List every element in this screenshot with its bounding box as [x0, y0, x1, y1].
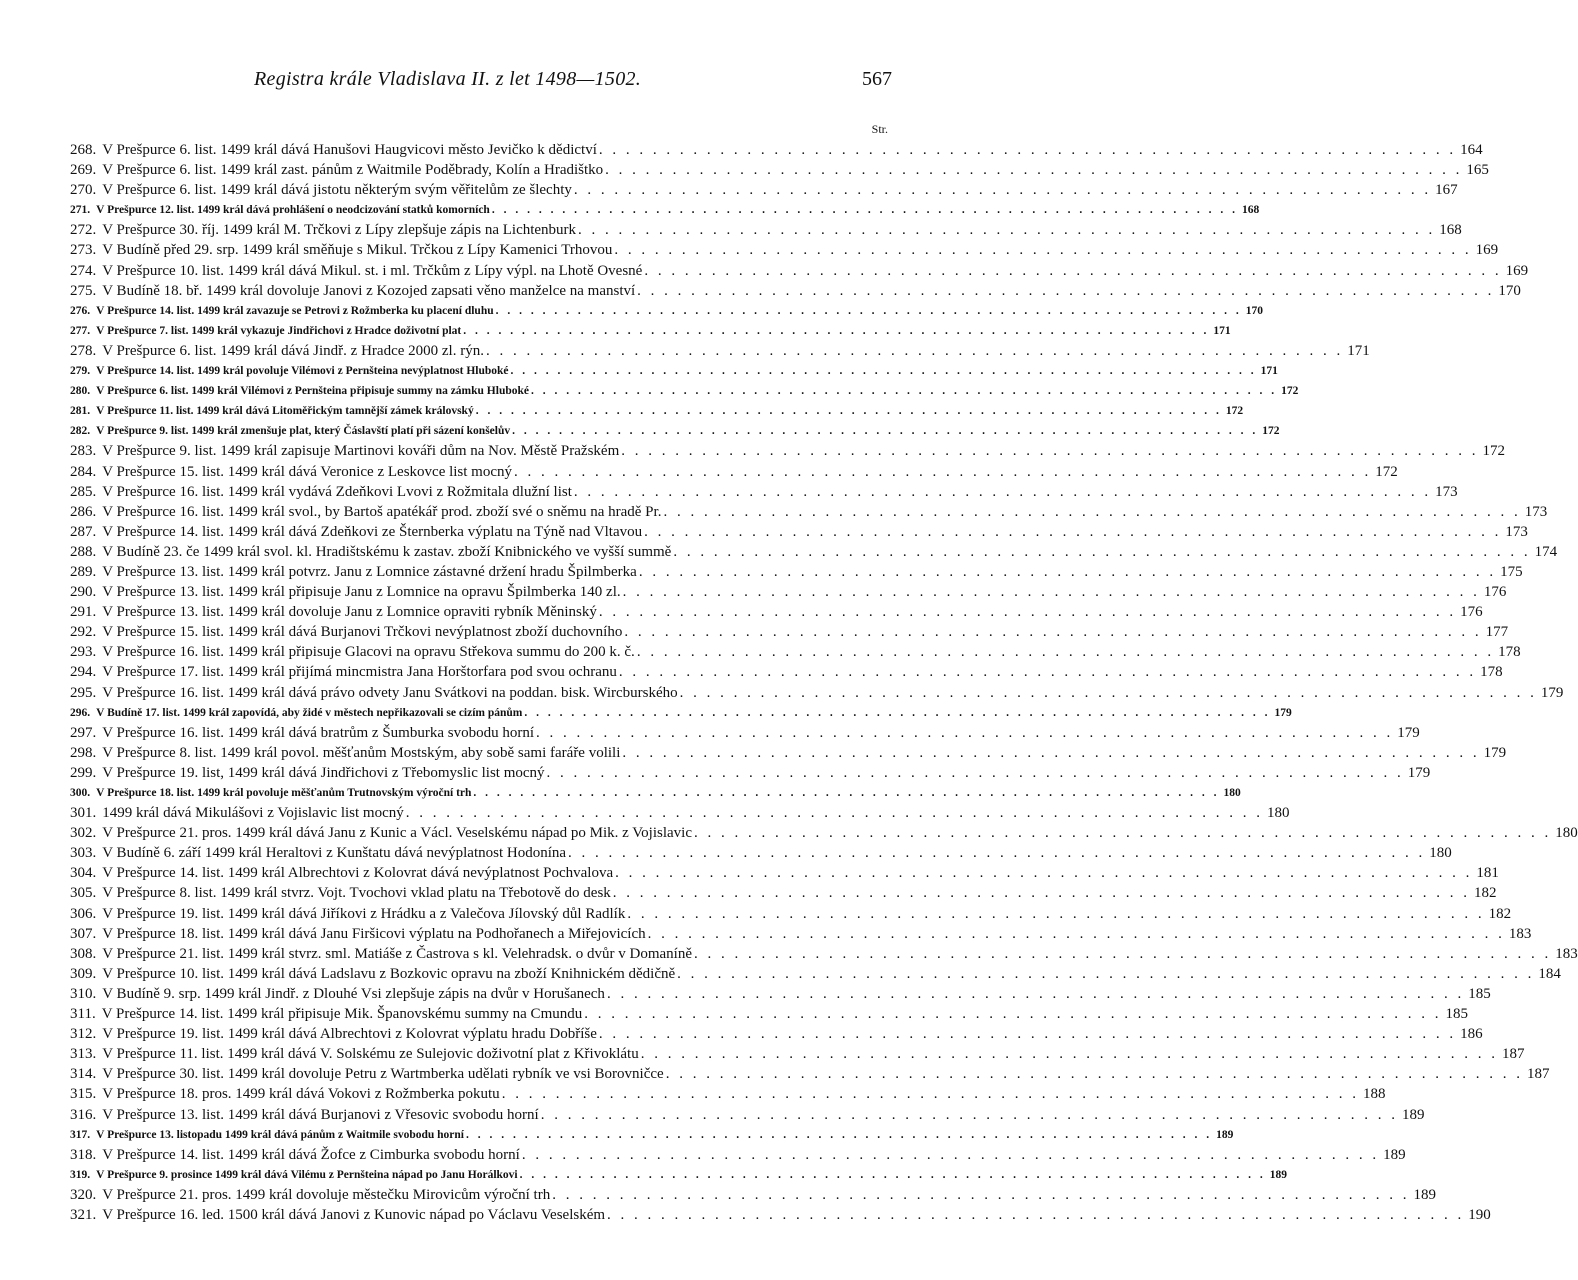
entry-text: V Prešpurce 12. list. 1499 král dává prohlášení o neodcizování statků komorních	[96, 204, 490, 217]
entry-number: 297.	[70, 724, 97, 741]
list-item	[70, 160, 1489, 180]
list-item	[70, 1125, 1234, 1145]
list-item	[70, 421, 1280, 441]
leader-dots	[637, 562, 1498, 582]
entry-number: 298.	[70, 744, 97, 761]
entry-text: V Prešpurce 6. list. 1499 král dává Hanušovi Haugvicovi město Jevičko k dědictví	[102, 142, 597, 158]
leader-dots	[642, 522, 1503, 542]
list-item	[70, 341, 1370, 361]
entry-number: 284.	[70, 463, 97, 480]
list-item	[70, 944, 1578, 964]
entry-number: 320.	[70, 1186, 97, 1203]
list-item	[70, 361, 1278, 381]
entry-text: 1499 král dává Mikulášovi z Vojislavic list mocný	[102, 805, 404, 822]
leader-dots	[520, 1145, 1381, 1165]
list-item	[70, 582, 1507, 602]
running-head: Registra krále Vladislava II. z let 1498—1502.	[254, 68, 642, 90]
leader-dots	[646, 924, 1507, 944]
leader-dots	[500, 1084, 1361, 1104]
entry-number: 315.	[70, 1086, 97, 1103]
entry-text: V Prešpurce 6. list. 1499 král zast. pánům z Waitmile Poděbrady, Kolín a Hradištko	[102, 162, 604, 179]
leader-dots	[490, 200, 1240, 220]
leader-dots	[617, 662, 1478, 682]
entry-text: V Prešpurce 14. list. 1499 král zavazuje se Petrovi z Rožmberka ku placení dluhu	[96, 304, 494, 317]
entry-text: V Prešpurce 16. list. 1499 král dává bratrům z Šumburka svobodu horní	[102, 724, 534, 741]
entry-text: V Prešpurce 18. pros. 1499 král dává Vokovi z Rožmberka pokutu	[102, 1086, 500, 1103]
entry-page: 173	[1505, 523, 1528, 540]
leader-dots	[404, 803, 1265, 823]
entry-text: V Prešpurce 21. list. 1499 král stvrz. sml. Matiáše z Častrova s kl. Velehradsk. o dvůr v Domaníně	[102, 945, 693, 962]
list-item	[70, 281, 1521, 301]
entry-number: 291.	[70, 604, 97, 621]
entry-number: 319.	[70, 1168, 91, 1181]
leader-dots	[661, 502, 1522, 522]
leader-dots	[625, 904, 1486, 924]
leader-dots	[572, 482, 1433, 502]
leader-dots	[692, 944, 1553, 964]
entry-text: V Prešpurce 19. list. 1499 král dává Albrechtovi z Kolovrat výplatu hradu Dobříše	[102, 1026, 597, 1043]
entry-text: V Prešpurce 13. list. 1499 král dává Burjanovi z Vřesovic svobodu horní	[102, 1106, 539, 1123]
entry-text: V Prešpurce 17. list. 1499 král přijímá mincmistra Jana Horštorfara pod svou ochranu	[102, 664, 617, 681]
entry-text: V Prešpurce 7. list. 1499 král vykazuje Jindřichovi z Hradce doživotní plat	[96, 324, 462, 337]
entry-page: 188	[1362, 1086, 1386, 1103]
entry-number: 289.	[70, 563, 97, 580]
leader-dots	[539, 1105, 1400, 1125]
entry-text: V Budíně 18. bř. 1499 král dovoluje Janovi z Kozojed zapsati věno manželce na manství	[102, 282, 636, 299]
entry-number: 296.	[70, 706, 91, 719]
list-item	[70, 622, 1509, 642]
leader-dots	[611, 883, 1472, 903]
leader-dots	[484, 341, 1345, 361]
entry-text: V Prešpurce 21. pros. 1499 král dává Janu z Kunic a Václ. Veselskému nápad po Mik. z Vojislavic	[102, 825, 692, 842]
leader-dots	[545, 763, 1406, 783]
entry-number: 311.	[70, 1006, 96, 1023]
entry-page: 172	[1375, 463, 1398, 480]
list-item	[70, 502, 1548, 522]
entry-number: 271.	[70, 204, 91, 217]
entry-text: V Prešpurce 19. list, 1499 král dává Jindřichovi z Třebomyslic list mocný	[102, 764, 545, 781]
entry-number: 290.	[70, 584, 97, 601]
entry-number: 275.	[70, 282, 97, 299]
list-item	[70, 240, 1499, 260]
list-item	[70, 723, 1420, 743]
entry-number: 321.	[70, 1206, 97, 1223]
list-item	[70, 1064, 1550, 1084]
entry-number: 318.	[70, 1146, 97, 1163]
entry-number: 312.	[70, 1026, 97, 1043]
entry-text: V Prešpurce 16. list. 1499 král vydává Zdeňkovi Lvovi z Rožmitala dlužní list	[102, 483, 572, 500]
entry-page: 182	[1474, 885, 1497, 902]
entry-text: V Prešpurce 13. list. 1499 král připisuje Janu z Lomnice na opravu Špilmberka 140 zl.	[102, 584, 621, 601]
list-item	[70, 200, 1260, 220]
entry-page: 189	[1413, 1186, 1436, 1203]
entry-page: 176	[1460, 604, 1483, 621]
entry-number: 288.	[70, 543, 97, 560]
entry-text: V Prešpurce 14. list. 1499 král povoluje Vilémovi z Pernšteina nevýplatnost Hluboké	[96, 365, 509, 378]
leader-dots	[471, 783, 1221, 803]
entry-text: V Prešpurce 14. list. 1499 král připisuje Mik. Španovskému summy na Cmundu	[101, 1006, 583, 1023]
list-item	[70, 401, 1244, 421]
list-item	[70, 1084, 1386, 1104]
list-item	[70, 803, 1290, 823]
leader-dots	[692, 823, 1553, 843]
entry-number: 282.	[70, 425, 91, 438]
entry-page: 168	[1241, 204, 1260, 217]
entry-text: V Prešpurce 21. pros. 1499 král dovoluje městečku Mirovicům výroční trh	[102, 1186, 551, 1203]
entry-number: 300.	[70, 787, 91, 799]
entry-page: 164	[1460, 142, 1483, 158]
entry-text: V Prešpurce 11. list. 1499 král dává V. Solskému ze Sulejovic doživotní plat z Křivoklátu	[102, 1046, 639, 1063]
leader-dots	[621, 582, 1482, 602]
leader-dots	[620, 743, 1481, 763]
entry-number: 280.	[70, 385, 91, 398]
entry-page: 172	[1482, 443, 1505, 460]
entry-page: 187	[1501, 1046, 1525, 1063]
list-item	[70, 1185, 1436, 1205]
entry-number: 286.	[70, 503, 97, 520]
leader-dots	[597, 140, 1458, 160]
entry-number: 292.	[70, 624, 97, 641]
entry-page: 189	[1269, 1168, 1287, 1181]
entry-page: 176	[1483, 584, 1507, 601]
entry-page: 169	[1475, 242, 1499, 259]
entry-text: V Prešpurce 18. list. 1499 král povoluje měšťanům Trutnovským výroční trh	[96, 787, 472, 799]
entry-text: V Prešpurce 13. list. 1499 král dovoluje Janu z Lomnice opraviti rybník Měninský	[102, 604, 597, 621]
list-item	[70, 321, 1231, 341]
list-item	[70, 783, 1241, 803]
entry-number: 287.	[70, 523, 97, 540]
entry-page: 186	[1460, 1026, 1483, 1043]
entry-page: 180	[1555, 825, 1578, 842]
list-item	[70, 843, 1452, 863]
list-item	[70, 1165, 1287, 1185]
list-item	[70, 562, 1523, 582]
leader-dots	[474, 401, 1224, 421]
leader-dots	[664, 1064, 1525, 1084]
entry-number: 313.	[70, 1046, 97, 1063]
entry-text: V Prešpurce 6. list. 1499 král dává jistotu některým svým věřitelům ze šlechty	[102, 182, 572, 199]
entry-number: 309.	[70, 965, 97, 982]
entry-page: 172	[1281, 385, 1299, 398]
list-item	[70, 883, 1497, 903]
entry-page: 180	[1223, 787, 1241, 799]
entry-number: 281.	[70, 405, 91, 418]
entry-page: 167	[1435, 182, 1458, 199]
entry-text: V Budíně před 29. srp. 1499 král směňuje s Mikul. Trčkou z Lípy Kamenici Trhovou	[102, 242, 613, 259]
list-item	[70, 743, 1507, 763]
leader-dots	[566, 843, 1427, 863]
leader-dots	[597, 1024, 1458, 1044]
entry-text: V Prešpurce 9. list. 1499 král zapisuje Martinovi kováři dům na Nov. Městě Pražském	[102, 443, 620, 460]
entry-page: 171	[1347, 342, 1370, 359]
entry-text: V Prešpurce 13. listopadu 1499 král dává pánům z Waitmile svobodu horní	[96, 1128, 464, 1141]
entry-text: V Budíně 6. září 1499 král Heraltovi z Kunštatu dává nevýplatnost Hodonína	[102, 845, 567, 862]
entry-page: 175	[1500, 563, 1523, 580]
entry-number: 294.	[70, 664, 97, 681]
entry-number: 302.	[70, 825, 97, 842]
list-item	[70, 261, 1529, 281]
leader-dots	[461, 321, 1211, 341]
list-item	[70, 1004, 1468, 1024]
list-item	[70, 482, 1458, 502]
list-item	[70, 1044, 1525, 1064]
list-item	[70, 441, 1505, 461]
entry-number: 276.	[70, 304, 91, 317]
entry-text: V Prešpurce 8. list. 1499 král stvrz. Vojt. Tvochovi vklad platu na Třebotově do desk	[102, 885, 611, 902]
list-item	[70, 1205, 1491, 1225]
list-item	[70, 823, 1578, 843]
entry-number: 279.	[70, 365, 91, 378]
leader-dots	[675, 964, 1536, 984]
entry-page: 180	[1267, 805, 1290, 822]
entry-text: V Prešpurce 6. list. 1499 král Vilémovi z Pernšteina připisuje summy na zámku Hluboké	[96, 385, 529, 398]
entry-page: 182	[1488, 905, 1512, 922]
entry-page: 173	[1524, 503, 1548, 520]
list-item	[70, 662, 1503, 682]
entry-page: 165	[1466, 162, 1489, 179]
leader-dots	[510, 421, 1260, 441]
entry-page: 189	[1216, 1128, 1234, 1141]
entry-text: V Prešpurce 16. list. 1499 král připisuje Glacovi na opravu Střekova summu do 200 k. č.	[102, 644, 635, 661]
entry-page: 185	[1445, 1006, 1468, 1023]
leader-dots	[642, 261, 1503, 281]
leader-dots	[605, 984, 1466, 1004]
entry-page: 187	[1526, 1066, 1550, 1083]
entry-text: V Prešpurce 30. list. 1499 král dovoluje Petru z Wartmberka udělati rybník ve vsi Borovničce	[102, 1066, 664, 1083]
entry-text: V Prešpurce 15. list. 1499 král dává Burjanovi Trčkovi nevýplatnost zboží duchovního	[102, 624, 623, 641]
list-item	[70, 924, 1532, 944]
list-item	[70, 462, 1398, 482]
entry-page: 170	[1245, 304, 1263, 317]
entry-number: 308.	[70, 945, 97, 962]
entry-number: 269.	[70, 162, 97, 179]
page-column-label: Str.	[871, 122, 888, 136]
entry-text: V Prešpurce 19. list. 1499 král dává Jiříkovi z Hrádku a z Valečova Jílovský důl Radlík	[102, 905, 626, 922]
list-item	[70, 964, 1561, 984]
entry-page: 189	[1401, 1106, 1425, 1123]
entry-number: 299.	[70, 764, 97, 781]
leader-dots	[605, 1205, 1466, 1225]
list-item	[70, 522, 1528, 542]
entry-page: 170	[1498, 282, 1521, 299]
leader-dots	[509, 361, 1259, 381]
entry-page: 179	[1397, 724, 1420, 741]
entry-text: V Prešpurce 14. list. 1499 král dává Zdeňkovi ze Šternberka výplatu na Týně nad Vltavou	[102, 523, 643, 540]
list-item	[70, 140, 1483, 160]
entry-text: V Prešpurce 6. list. 1499 král dává Jindř. z Hradce 2000 zl. rýn.	[102, 342, 484, 359]
leader-dots	[572, 180, 1433, 200]
leader-dots	[534, 723, 1395, 743]
entry-text: V Budíně 17. list. 1499 král zapovídá, aby židé v městech nepřikazovali se cizím pánům	[96, 706, 523, 719]
entry-page: 180	[1429, 845, 1452, 862]
entry-text: V Prešpurce 18. list. 1499 král dává Janu Firšicovi výplatu na Podhořanech a Miřejovicích	[102, 925, 646, 942]
list-item	[70, 381, 1299, 401]
leader-dots	[639, 1044, 1500, 1064]
leader-dots	[550, 1185, 1411, 1205]
list-item	[70, 703, 1292, 723]
entry-page: 178	[1498, 644, 1521, 661]
list-item	[70, 301, 1263, 321]
entry-page: 183	[1508, 925, 1532, 942]
page-number: 567	[862, 68, 892, 90]
list-item	[70, 763, 1431, 783]
entry-page: 169	[1505, 262, 1529, 279]
entry-text: V Prešpurce 15. list. 1499 král dává Veronice z Leskovce list mocný	[102, 463, 513, 480]
entry-page: 189	[1383, 1146, 1406, 1163]
leader-dots	[576, 220, 1437, 240]
entry-text: V Prešpurce 9. prosince 1499 král dává Vilému z Pernšteina nápad po Janu Horálkovi	[96, 1168, 518, 1181]
list-item	[70, 542, 1558, 562]
entry-number: 277.	[70, 324, 91, 337]
leader-dots	[522, 703, 1272, 723]
entry-page: 171	[1260, 365, 1278, 378]
entry-text: V Prešpurce 16. list. 1499 král dává právo odvety Janu Svátkovi na poddan. bisk. Wircburského	[102, 684, 678, 701]
entry-number: 268.	[70, 142, 97, 158]
entry-number: 314.	[70, 1066, 97, 1083]
entry-page: 181	[1476, 865, 1499, 882]
leader-dots	[635, 281, 1496, 301]
entry-text: V Prešpurce 8. list. 1499 král povol. měšťanům Mostským, aby sobě sami faráře volili	[102, 744, 621, 761]
entry-text: V Budíně 9. srp. 1499 král Jindř. z Dlouhé Vsi zlepšuje zápis na dvůr v Horušanech	[102, 985, 605, 1002]
list-item	[70, 602, 1483, 622]
leader-dots	[678, 683, 1539, 703]
list-item	[70, 863, 1499, 883]
entry-page: 183	[1555, 945, 1578, 962]
entry-number: 316.	[70, 1106, 97, 1123]
register-entry-list	[70, 140, 1578, 1225]
list-item	[70, 683, 1564, 703]
entry-number: 304.	[70, 865, 97, 882]
list-item	[70, 1024, 1483, 1044]
entry-page: 172	[1262, 425, 1280, 438]
entry-number: 273.	[70, 242, 97, 259]
entry-number: 306.	[70, 905, 97, 922]
entry-number: 307.	[70, 925, 97, 942]
entry-number: 295.	[70, 684, 97, 701]
entry-text: V Prešpurce 14. list. 1499 král dává Žofce z Cimburka svobodu horní	[102, 1146, 520, 1163]
entry-page: 184	[1538, 965, 1561, 982]
leader-dots	[671, 542, 1532, 562]
entry-text: V Prešpurce 14. list. 1499 král Albrechtovi z Kolovrat dává nevýplatnost Pochvalova	[102, 865, 614, 882]
list-item	[70, 904, 1512, 924]
entry-page: 185	[1468, 985, 1491, 1002]
entry-number: 278.	[70, 342, 97, 359]
leader-dots	[619, 441, 1480, 461]
list-item	[70, 180, 1458, 200]
entry-number: 317.	[70, 1128, 91, 1141]
entry-page: 179	[1407, 764, 1431, 781]
leader-dots	[612, 240, 1473, 260]
entry-number: 274.	[70, 262, 97, 279]
entry-text: V Prešpurce 16. list. 1499 král svol., by Bartoš apatékář prod. zboží své o sněmu na hradě Pr.	[102, 503, 662, 520]
entry-number: 301.	[70, 805, 97, 822]
entry-page: 168	[1439, 222, 1462, 239]
entry-page: 172	[1225, 405, 1244, 418]
entry-page: 178	[1480, 664, 1503, 681]
leader-dots	[518, 1165, 1268, 1185]
entry-text: V Prešpurce 30. říj. 1499 král M. Trčkovi z Lípy zlepšuje zápis na Lichtenburk	[102, 222, 577, 239]
entry-text: V Prešpurce 10. list. 1499 král dává Mikul. st. i ml. Trčkům z Lípy výpl. na Lhotě Ovesné	[102, 262, 643, 279]
entry-page: 190	[1468, 1206, 1491, 1223]
leader-dots	[613, 863, 1474, 883]
list-item	[70, 984, 1491, 1004]
entry-text: V Budíně 23. če 1499 král svol. kl. Hradištskému k zastav. zboží Knibnického ve vyšší summě	[102, 543, 672, 560]
entry-page: 171	[1213, 324, 1231, 337]
entry-page: 177	[1485, 624, 1509, 641]
list-item	[70, 642, 1521, 662]
entry-text: V Prešpurce 10. list. 1499 král dává Ladslavu z Bozkovic opravu na zboží Knihnickém dědičně	[102, 965, 676, 982]
leader-dots	[597, 602, 1458, 622]
entry-text: V Prešpurce 13. list. 1499 král potvrz. Janu z Lomnice zástavné držení hradu Špilmberka	[102, 563, 637, 580]
entry-number: 283.	[70, 443, 97, 460]
entry-page: 179	[1274, 706, 1292, 719]
entry-text: V Prešpurce 16. led. 1500 král dává Janovi z Kunovic nápad po Václavu Veselském	[102, 1206, 606, 1223]
leader-dots	[622, 622, 1483, 642]
list-item	[70, 1105, 1425, 1125]
entry-number: 272.	[70, 222, 97, 239]
entry-page: 179	[1483, 744, 1507, 761]
leader-dots	[635, 642, 1496, 662]
entry-number: 303.	[70, 845, 97, 862]
entry-number: 310.	[70, 985, 97, 1002]
entry-page: 179	[1540, 684, 1564, 701]
entry-number: 270.	[70, 182, 97, 199]
leader-dots	[529, 381, 1279, 401]
leader-dots	[494, 301, 1244, 321]
entry-text: V Prešpurce 11. list. 1499 král dává Litoměřickým tamnější zámek královský	[96, 405, 474, 418]
list-item	[70, 1145, 1406, 1165]
entry-number: 305.	[70, 885, 97, 902]
leader-dots	[603, 160, 1464, 180]
leader-dots	[512, 462, 1373, 482]
leader-dots	[582, 1004, 1443, 1024]
entry-page: 174	[1534, 543, 1558, 560]
entry-text: V Prešpurce 9. list. 1499 král zmenšuje plat, který Čáslavští platí při sázení konšelův	[96, 425, 511, 438]
entry-page: 173	[1435, 483, 1458, 500]
leader-dots	[464, 1125, 1214, 1145]
entry-number: 293.	[70, 644, 97, 661]
list-item	[70, 220, 1462, 240]
entry-number: 285.	[70, 483, 97, 500]
